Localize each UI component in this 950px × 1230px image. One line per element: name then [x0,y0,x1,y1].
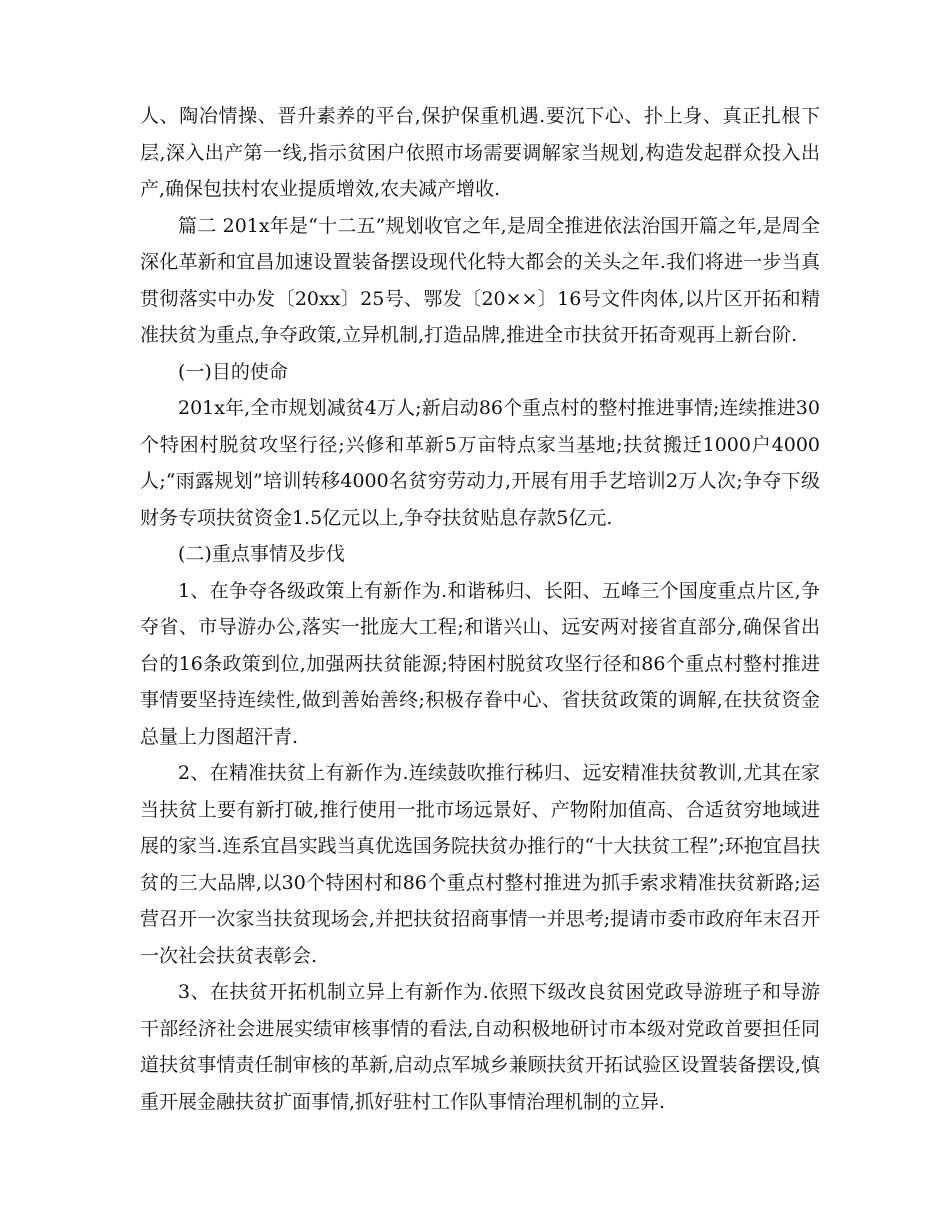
section-heading-key-work: (二)重点事情及步伐 [178,543,345,565]
document-body [140,98,820,1120]
paragraph-item-3: 3、在扶贫开拓机制立异上有新作为.依照下级改良贫困党政导游班子和导游干部经济社会进展实绩审核事情的看法,自动积极地研讨市本级对党政首要担任同道扶贫事情责任制审核的革新,启动点军城乡兼顾扶贫开拓试验区设置装备摆设,慎重开展金融扶贫扩面事情,抓好驻村工作队事情治理机制的立异. [140,981,820,1113]
paragraph-goals: 201x年,全市规划减贫4万人;新启动86个重点村的整村推进事情;连续推进30个特困村脱贫攻坚行径;兴修和革新5万亩特点家当基地;扶贫搬迁1000户4000人;“雨露规划”培训转移4000名贫穷劳动力,开展有用手艺培训2万人次;争夺下级财务专项扶贫资金1.5亿元以上,争夺扶贫贴息存款5亿元. [140,397,820,529]
paragraph-item-1: 1、在争夺各级政策上有新作为.和谐秭归、长阳、五峰三个国度重点片区,争夺省、市导游办公,落实一批庞大工程;和谐兴山、远安两对接省直部分,确保省出台的16条政策到位,加强两扶贫能源;特困村脱贫攻坚行径和86个重点村整村推进事情要坚持连续性,做到善始善终;积极存眷中心、省扶贫政策的调解,在扶贫资金总量上力图超汗青. [140,579,820,748]
paragraph-part-two-intro: 篇二 201x年是“十二五”规划收官之年,是周全推进依法治国开篇之年,是周全深化革新和宜昌加速设置装备摆设现代化特大都会的关头之年.我们将进一步当真贯彻落实中办发〔20xx〕25号、鄂发〔20××〕16号文件肉体,以片区开拓和精准扶贫为重点,争夺政策,立异机制,打造品牌,推进全市扶贫开拓奇观再上新台阶. [140,214,820,346]
paragraph-item-2: 2、在精准扶贫上有新作为.连续鼓吹推行秭归、远安精准扶贫教训,尤其在家当扶贫上要有新打破,推行使用一批市场远景好、产物附加值高、合适贫穷地域进展的家当.连系宜昌实践当真优选国务院扶贫办推行的“十大扶贫工程”;环抱宜昌扶贫的三大品牌,以30个特困村和86个重点村整村推进为抓手索求精准扶贫新路;运营召开一次家当扶贫现场会,并把扶贫招商事情一并思考;提请市委市政府年末召开一次社会扶贫表彰会. [140,762,820,967]
paragraph-continuation: 人、陶冶情操、晋升素养的平台,保护保重机遇.要沉下心、扑上身、真正扎根下层,深入出产第一线,指示贫困户依照市场需要调解家当规划,构造发起群众投入出产,确保包扶村农业提质增效,农夫减产增收. [140,105,820,200]
section-heading-goals: (一)目的使命 [178,360,288,383]
